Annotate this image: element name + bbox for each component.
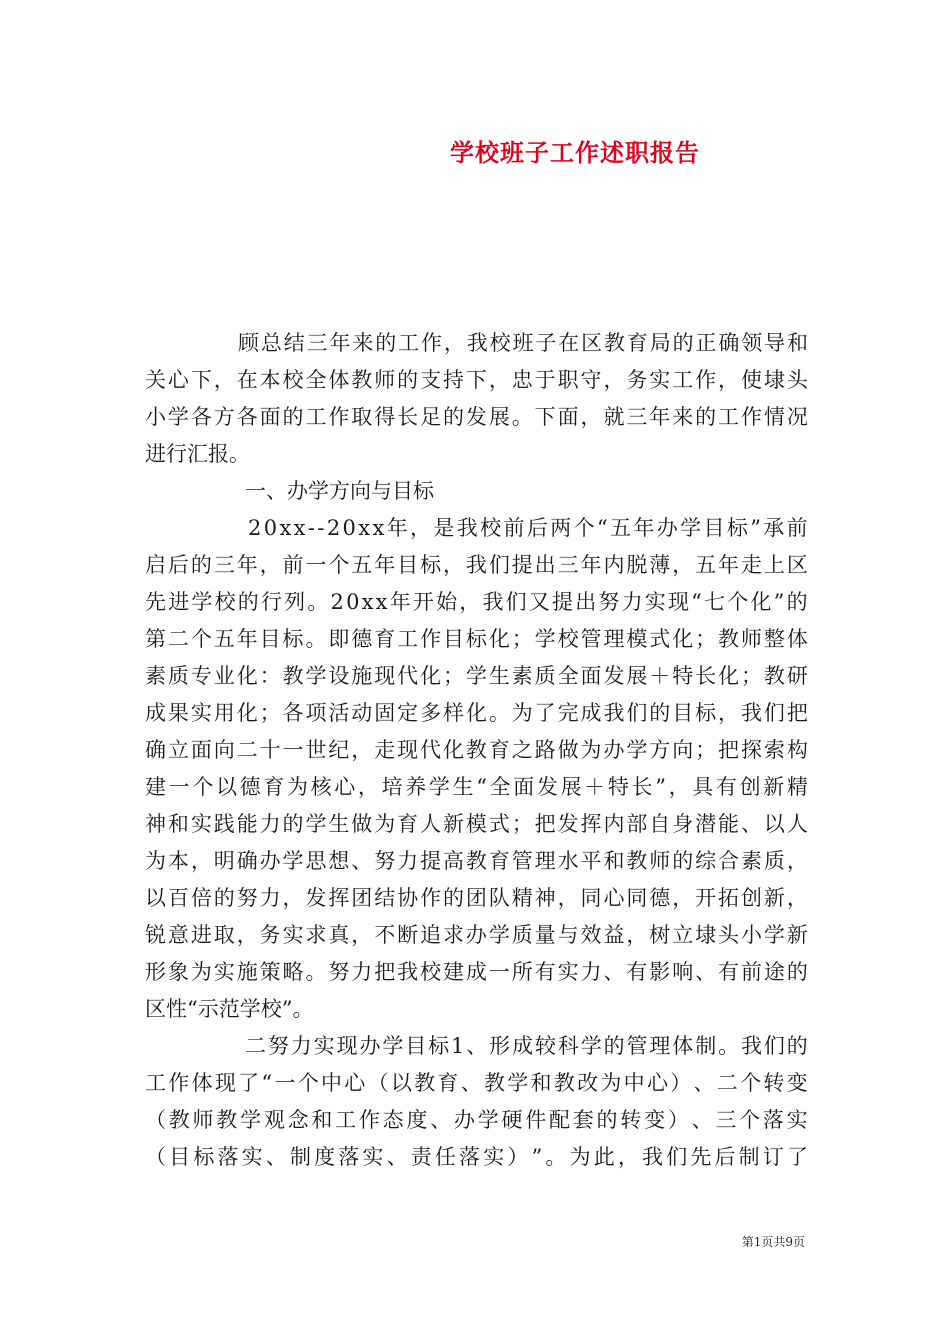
text-line: 形 象 为 实 施 策 略 。 努 力 把 我 校 建 成 一 所 有 实 力 、 有 影 响 、 有 前 途 的 xyxy=(145,960,808,984)
text-line: 区性“示范学校”。 xyxy=(145,997,314,1021)
text-line: 进行汇报。 xyxy=(145,442,250,466)
text-line: （ 教 师 教 学 观 念 和 工 作 态 度 、 办 学 硬 件 配 套 的 转 变 ） 、 三 个 落 实 xyxy=(145,1108,808,1132)
text-line: 为 本 ， 明 确 办 学 思 想 、 努 力 提 高 教 育 管 理 水 平 和 教 师 的 综 合 素 质 ， xyxy=(145,849,808,873)
text-line: 建 一 个 以 德 育 为 核 心 ， 培 养 学 生 “ 全 面 发 展 ＋ 特 长 ” ， 具 有 创 新 精 xyxy=(145,775,808,799)
text-line: 先 进 学 校 的 行 列 。 2 0 x x 年 开 始 ， 我 们 又 提 出 努 力 实 现 “ 七 个 化 ” 的 xyxy=(145,590,808,614)
document-title: 学校班子工作述职报告 xyxy=(450,138,700,167)
text-line: 以 百 倍 的 努 力 ， 发 挥 团 结 协 作 的 团 队 精 神 ， 同 心 同 德 ， 开 拓 创 新 ， xyxy=(145,886,808,910)
text-line: 一、办学方向与目标 xyxy=(245,479,434,503)
text-line: 二 努 力 实 现 办 学 目 标 1 、 形 成 较 科 学 的 管 理 体 制 。 我 们 的 xyxy=(245,1034,808,1058)
text-line: 顾 总 结 三 年 来 的 工 作 ， 我 校 班 子 在 区 教 育 局 的 正 确 领 导 和 xyxy=(238,331,808,355)
text-line: 成 果 实 用 化 ； 各 项 活 动 固 定 多 样 化 。 为 了 完 成 我 们 的 目 标 ， 我 们 把 xyxy=(145,701,808,725)
text-line: 素 质 专 业 化 ： 教 学 设 施 现 代 化 ； 学 生 素 质 全 面 发 展 ＋ 特 长 化 ； 教 研 xyxy=(145,664,808,688)
document-body xyxy=(145,325,808,1176)
text-line: （ 目 标 落 实 、 制 度 落 实 、 责 任 落 实 ） ” 。 为 此 ， 我 们 先 后 制 订 了 xyxy=(145,1145,808,1169)
text-line: 第 二 个 五 年 目 标 。 即 德 育 工 作 目 标 化 ； 学 校 管 理 模 式 化 ； 教 师 整 体 xyxy=(145,627,808,651)
text-line: 关 心 下 ， 在 本 校 全 体 教 师 的 支 持 下 ， 忠 于 职 守 ， 务 实 工 作 ， 使 埭 头 xyxy=(145,368,808,392)
text-line: 工 作 体 现 了 “ 一 个 中 心 （ 以 教 育 、 教 学 和 教 改 为 中 心 ） 、 二 个 转 变 xyxy=(145,1071,808,1095)
text-line: 锐 意 进 取 ， 务 实 求 真 ， 不 断 追 求 办 学 质 量 与 效 益 ， 树 立 埭 头 小 学 新 xyxy=(145,923,808,947)
text-line: 启 后 的 三 年 ， 前 一 个 五 年 目 标 ， 我 们 提 出 三 年 内 脱 薄 ， 五 年 走 上 区 xyxy=(145,553,808,577)
text-line: 2 0 x x - - 2 0 x x 年 ， 是 我 校 前 后 两 个 “ 五 年 办 学 目 标 ” 承 前 xyxy=(248,516,808,540)
text-line: 神 和 实 践 能 力 的 学 生 做 为 育 人 新 模 式 ； 把 发 挥 内 部 自 身 潜 能 、 以 人 xyxy=(145,812,808,836)
text-line: 小 学 各 方 各 面 的 工 作 取 得 长 足 的 发 展 。 下 面 ， 就 三 年 来 的 工 作 情 况 xyxy=(145,405,808,429)
text-line: 确 立 面 向 二 十 一 世 纪 ， 走 现 代 化 教 育 之 路 做 为 办 学 方 向 ； 把 探 索 构 xyxy=(145,738,808,762)
page-footer: 第1页共9页 xyxy=(741,1235,805,1249)
